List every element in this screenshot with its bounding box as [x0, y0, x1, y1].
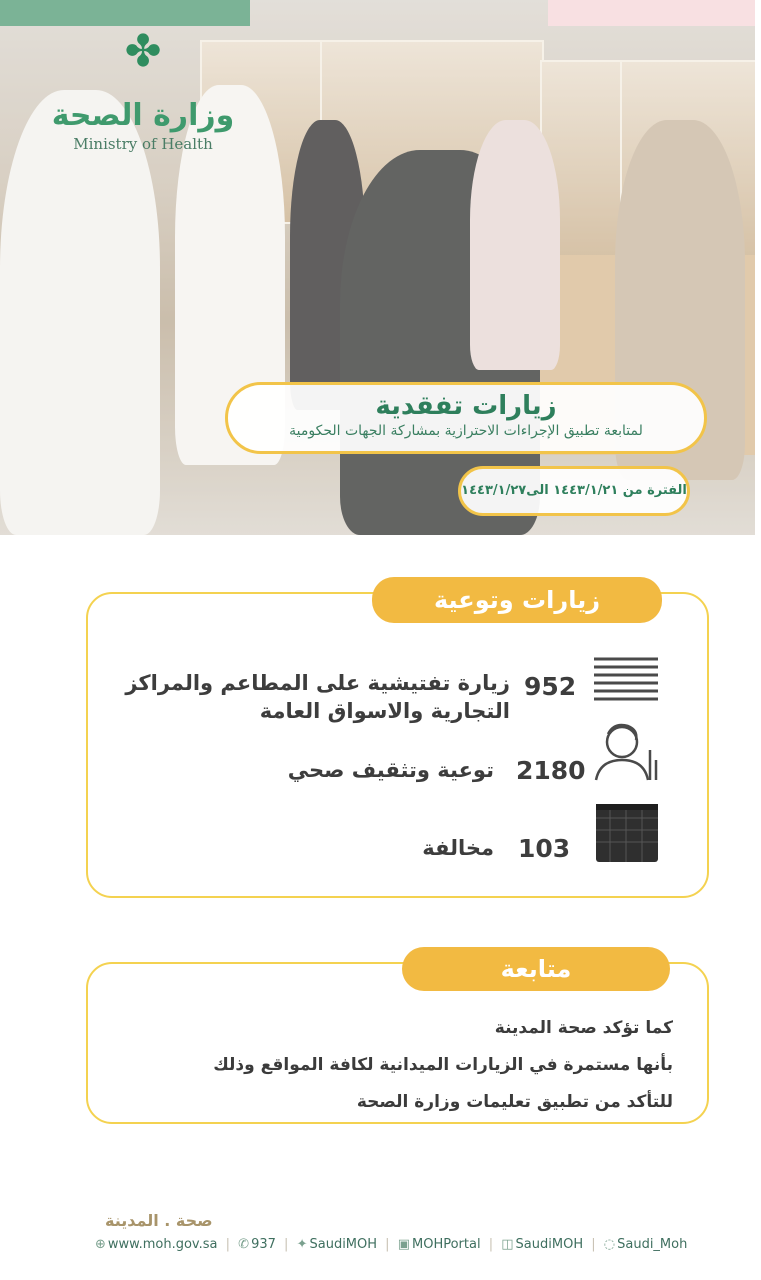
footer-org: صحة . المدينة: [105, 1211, 213, 1230]
divider: |: [591, 1237, 596, 1252]
divider: |: [385, 1237, 390, 1252]
period-pill: الفترة من ١٤٤٣/١/٢١ الى١٤٤٣/١/٢٧: [458, 466, 690, 516]
hero-photo: [0, 0, 755, 535]
followup-line: للتأكد من تطبيق تعليمات وزارة الصحة: [356, 1092, 673, 1112]
title-pill: [225, 382, 707, 454]
moh-logo: [48, 28, 238, 188]
youtube-link[interactable]: MOHPortal: [412, 1237, 481, 1252]
phone-link[interactable]: 937: [251, 1237, 276, 1252]
instagram-link[interactable]: SaudiMOH: [515, 1237, 584, 1252]
divider: |: [284, 1237, 289, 1252]
globe-icon: ⊕: [95, 1237, 106, 1252]
stat-label: زيارة تفتيشية على المطاعم والمراكز التجارية والاسواق العامة: [125, 671, 510, 723]
divider: |: [225, 1237, 231, 1252]
stat-number: 103: [518, 834, 571, 863]
stat-number: 2180: [516, 756, 586, 785]
stat-label: مخالفة: [422, 836, 494, 860]
page-title: زيارات تفقدية: [375, 391, 557, 421]
logo-arabic: وزارة الصحة: [51, 98, 235, 133]
stat-label: توعية وتثقيف صحي: [287, 758, 494, 782]
stat-number: 952: [524, 672, 577, 701]
followup-line: كما تؤكد صحة المدينة: [494, 1018, 673, 1038]
snapchat-link[interactable]: Saudi_Moh: [617, 1237, 688, 1252]
document-lines-icon: [592, 655, 660, 705]
followup-tab: متابعة: [402, 947, 670, 991]
phone-icon: ✆: [238, 1237, 250, 1252]
followup-line: بأنها مستمرة في الزيارات الميدانية لكافة المواقع وذلك: [213, 1055, 673, 1075]
palm-icon: ✤: [124, 26, 162, 77]
logo-english: Ministry of Health: [73, 135, 213, 153]
visits-tab: زيارات وتوعية: [372, 577, 662, 623]
page-subtitle: لمتابعة تطبيق الإجراءات الاحترازية بمشاركة الجهات الحكومية: [289, 423, 643, 439]
notebook-icon: [594, 802, 660, 864]
twitter-link[interactable]: SaudiMOH: [309, 1237, 378, 1252]
snapchat-icon: ◌: [603, 1237, 616, 1252]
website-link[interactable]: www.moh.gov.sa: [107, 1237, 218, 1252]
instagram-icon: ◫: [501, 1237, 514, 1252]
footer-links: [95, 1237, 687, 1252]
person-icon: [592, 720, 662, 782]
youtube-icon: ▣: [397, 1237, 410, 1252]
divider: |: [488, 1237, 494, 1252]
twitter-icon: ✦: [296, 1237, 308, 1252]
